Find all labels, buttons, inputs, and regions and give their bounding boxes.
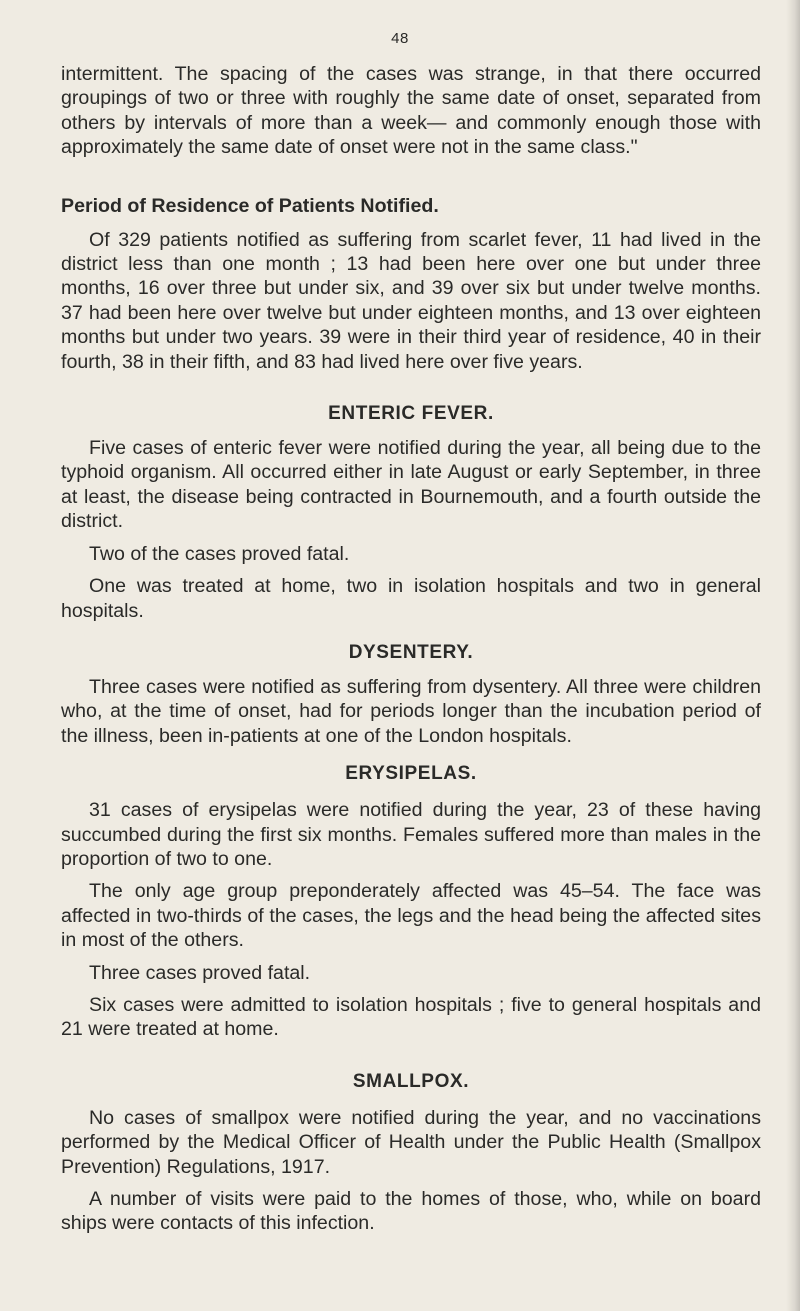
- spacer: [61, 534, 761, 542]
- spacer: [61, 1179, 761, 1187]
- residence-heading: Period of Residence of Patients Notified.: [61, 194, 439, 217]
- enteric-paragraph: Five cases of enteric fever were notified during the year, all being due to the typhoid organism. All occurred either in late August or early September, in three at least, the disease being contracted in Bournemouth, and a fourth outside the district.: [61, 437, 761, 533]
- dysentery-heading: DYSENTERY.: [348, 641, 474, 663]
- page-edge-shadow: [786, 0, 800, 1311]
- dysentery-paragraph: Three cases were notified as suffering from dysentery. All three were children who, at the time of onset, had for periods longer than the incubation period of the illness, been in-patients at one of the London hospitals.: [61, 675, 761, 747]
- enteric-paragraph: One was treated at home, two in isolation hospitals and two in general hospitals.: [61, 575, 761, 622]
- spacer: [61, 374, 761, 402]
- erysipelas-paragraph: 31 cases of erysipelas were notified during the year, 23 of these having succumbed during the first six months. Females suffered more than males in the proportion of two to one.: [61, 799, 761, 870]
- spacer: [61, 985, 761, 993]
- page-content: [61, 62, 761, 1236]
- spacer: [61, 748, 761, 762]
- spacer: [61, 566, 761, 574]
- spacer: [61, 623, 761, 641]
- intro-paragraph: intermittent. The spacing of the cases was strange, in that there occurred groupings of two or three with roughly the same date of onset, separated from others by intervals of more than a week— and commonly enough those with approximately the same date of onset were not in the same class.": [61, 63, 761, 159]
- erysipelas-paragraph: Three cases proved fatal.: [89, 961, 311, 984]
- residence-paragraph: Of 329 patients notified as suffering from scarlet fever, 11 had lived in the district less than one month ; 13 had been here over one but under three months, 16 over three but under six, and 39 over six but under twelve months. 37 had been here over twelve but under eighteen months, and 13 over eighteen months but under two years. 39 were in their third year of residence, 40 in their fourth, 38 in their fifth, and 83 had lived here over five years.: [61, 228, 761, 373]
- enteric-heading: ENTERIC FEVER.: [328, 403, 494, 425]
- erysipelas-paragraph: The only age group preponderately affected was 45–54. The face was affected in two-thirds of the cases, the legs and the head being the affected sites in most of the others.: [61, 880, 761, 952]
- erysipelas-heading: ERYSIPELAS.: [345, 763, 477, 785]
- smallpox-paragraph: No cases of smallpox were notified during the year, and no vaccinations performed by the Medical Officer of Health under the Public Health (Smallpox Prevention) Regulations, 1917.: [61, 1106, 761, 1178]
- spacer: [61, 160, 761, 194]
- spacer: [61, 786, 761, 798]
- spacer: [61, 1094, 761, 1106]
- spacer: [61, 1042, 761, 1070]
- spacer: [61, 871, 761, 879]
- spacer: [61, 426, 761, 436]
- erysipelas-paragraph: Six cases were admitted to isolation hospitals ; five to general hospitals and 21 were treated at home.: [61, 993, 761, 1041]
- enteric-paragraph: Two of the cases proved fatal.: [89, 542, 350, 565]
- smallpox-heading: SMALLPOX.: [352, 1070, 470, 1092]
- spacer: [61, 218, 761, 228]
- spacer: [61, 953, 761, 961]
- spacer: [61, 665, 761, 675]
- smallpox-paragraph: A number of visits were paid to the homes of those, who, while on board ships were contacts of this infection.: [61, 1188, 761, 1235]
- page-number: 48: [391, 30, 409, 47]
